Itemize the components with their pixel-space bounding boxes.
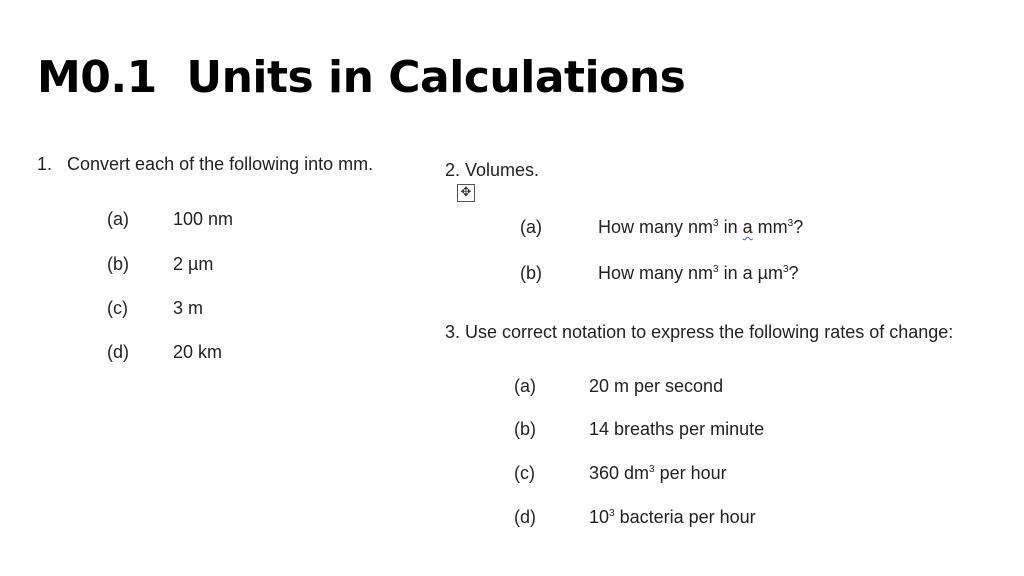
q2-item-text: How many $nm^3$ in a $mm^3$?	[598, 217, 804, 237]
table-move-handle-icon[interactable]: ✥	[457, 184, 475, 202]
q2-item-label: (a)	[520, 217, 542, 237]
q3-item-text: 360 $dm^3$ per hour	[589, 463, 727, 483]
question-1-heading: 1. Convert each of the following into mm.	[37, 154, 374, 174]
q2-item-text: How many $nm^3$ in a µm$^3$?	[598, 263, 799, 283]
q3-item-label: (b)	[514, 419, 536, 439]
q1-item-label: (c)	[107, 298, 128, 318]
q3-item-text: 20 m per second	[589, 376, 724, 396]
q2-item-label: (b)	[520, 263, 542, 283]
q1-item-text: 20 km	[173, 342, 223, 362]
q1-item-label: (d)	[107, 342, 129, 362]
q3-item-text: 14 breaths per minute	[589, 419, 765, 439]
page-title: M0.1 Units in Calculations	[37, 52, 686, 103]
question-3-heading: 3. Use correct notation to express the following rates of change:	[445, 322, 954, 342]
q1-item-text: 100 nm	[173, 209, 234, 229]
q3-item-label: (d)	[514, 507, 536, 527]
q3-item-text: $10^3$ bacteria per hour	[589, 507, 756, 527]
q1-item-text: 2 µm	[173, 254, 214, 274]
q3-item-label: (c)	[514, 463, 535, 483]
q1-item-label: (b)	[107, 254, 129, 274]
q1-item-label: (a)	[107, 209, 129, 229]
q3-item-label: (a)	[514, 376, 536, 396]
question-2-heading: 2. Volumes.	[445, 160, 540, 180]
q1-item-text: 3 m	[173, 298, 204, 318]
spellcheck-underline: a	[742, 217, 753, 237]
